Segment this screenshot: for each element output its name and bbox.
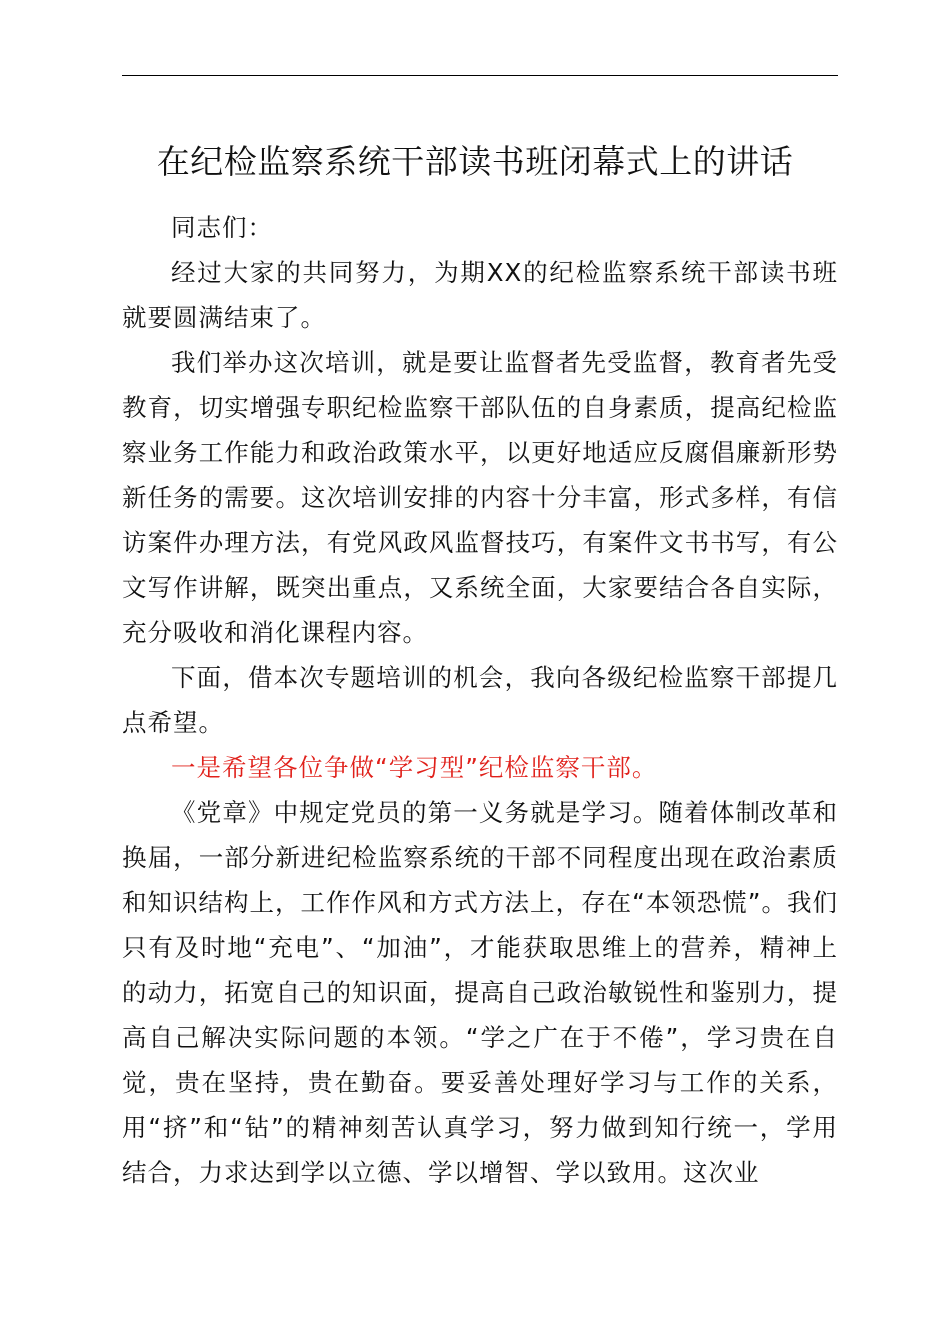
body-paragraph: 经过大家的共同努力，为期XX的纪检监察系统干部读书班就要圆满结束了。 xyxy=(122,258,838,332)
header-rule xyxy=(122,75,838,76)
body-paragraph: 我们举办这次培训，就是要让监督者先受监督，教育者先受教育，切实增强专职纪检监察干部队伍的自身素质，提高纪检监察业务工作能力和政治政策水平，以更好地适应反腐倡廉新形势新任务的需要。这次培训安排的内容十分丰富，形式多样，有信访案件办理方法，有党风政风监督技巧，有案件文书书写，有公文写作讲解，既突出重点，又系统全面，大家要结合各自实际，充分吸收和消化课程内容。 xyxy=(122,348,838,647)
salutation-paragraph: 同志们： xyxy=(171,213,273,242)
body-paragraph: 《党章》中规定党员的第一义务就是学习。随着体制改革和换届，一部分新进纪检监察系统的干部不同程度出现在政治素质和知识结构上，工作作风和方式方法上，存在“本领恐慌”。我们只有及时地“充电”、“加油”，才能获取思维上的营养，精神上的动力，拓宽自己的知识面，提高自己政治敏锐性和鉴别力，提高自己解决实际问题的本领。“学之广在于不倦”，学习贵在自觉，贵在坚持，贵在勤奋。要妥善处理好学习与工作的关系，用“挤”和“钻”的精神刻苦认真学习，努力做到知行统一，学用结合，力求达到学以立德、学以增智、学以致用。这次业 xyxy=(122,798,838,1187)
section-heading: 一是希望各位争做“学习型”纪检监察干部。 xyxy=(171,753,658,782)
document-title: 在纪检监察系统干部读书班闭幕式上的讲话 xyxy=(156,142,794,181)
body-paragraph: 下面，借本次专题培训的机会，我向各级纪检监察干部提几点希望。 xyxy=(122,663,838,737)
document-body xyxy=(122,205,838,1195)
